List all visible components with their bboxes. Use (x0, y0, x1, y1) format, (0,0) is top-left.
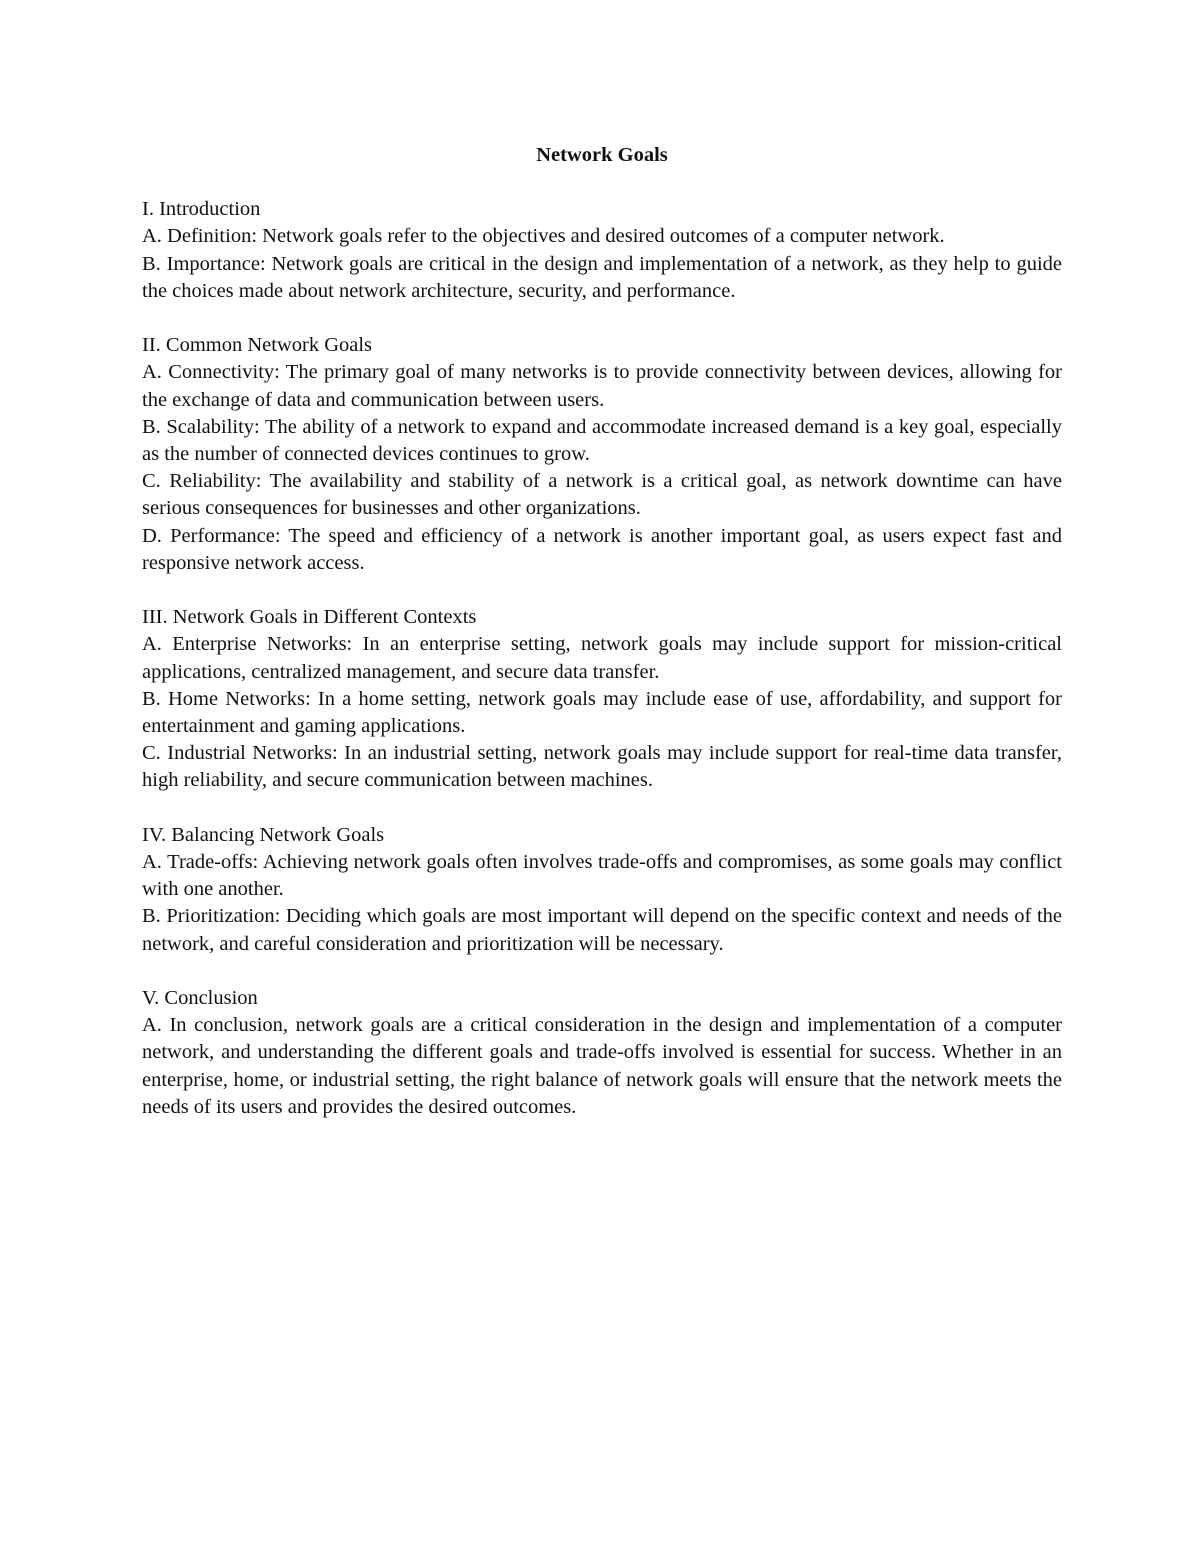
section-item: C. Industrial Networks: In an industrial setting, network goals may include support for real-time data transfer, high reliability, and secure communication between machines. (142, 742, 1062, 792)
section-introduction (142, 196, 1062, 305)
section-heading: IV. Balancing Network Goals (142, 823, 385, 846)
section-balancing-network-goals (142, 822, 1062, 958)
section-item: B. Home Networks: In a home setting, network goals may include ease of use, affordability, and support for entertainment and gaming applications. (142, 687, 1062, 738)
section-heading: II. Common Network Goals (142, 334, 373, 357)
section-item: B. Prioritization: Deciding which goals are most important will depend on the specific context and needs of the network, and careful consideration and prioritization will be necessary. (142, 905, 1062, 955)
section-item: A. Trade-offs: Achieving network goals often involves trade-offs and compromises, as some goals may conflict with one another. (142, 851, 1062, 901)
section-different-contexts (142, 604, 1062, 794)
section-item: D. Performance: The speed and efficiency of a network is another important goal, as users expect fast and responsive network access. (142, 524, 1062, 574)
document-title: Network Goals (536, 144, 668, 166)
section-conclusion (142, 985, 1062, 1121)
section-item: A. In conclusion, network goals are a critical consideration in the design and implementation of a computer network, and understanding the different goals and trade-offs involved is essential for success. Whether in an enterprise, home, or industrial setting, the right balance of network goals will ensure that the network meets the needs of its users and provides the desired outcomes. (142, 1014, 1062, 1118)
section-heading: I. Introduction (142, 198, 261, 221)
section-heading: V. Conclusion (142, 987, 258, 1010)
section-item: A. Enterprise Networks: In an enterprise setting, network goals may include support for mission-critical applications, centralized management, and secure data transfer. (142, 633, 1062, 683)
document-body (142, 142, 1062, 1148)
section-item: B. Importance: Network goals are critical in the design and implementation of a network, as they help to guide the choices made about network architecture, security, and performance. (142, 252, 1062, 302)
section-common-network-goals (142, 332, 1062, 577)
section-item: C. Reliability: The availability and stability of a network is a critical goal, as network downtime can have serious consequences for businesses and other organizations. (142, 470, 1062, 520)
section-heading: III. Network Goals in Different Contexts (142, 606, 477, 629)
section-item: A. Connectivity: The primary goal of many networks is to provide connectivity between devices, allowing for the exchange of data and communication between users. (142, 361, 1062, 411)
section-item: B. Scalability: The ability of a network to expand and accommodate increased demand is a key goal, especially as the number of connected devices continues to grow. (142, 415, 1062, 466)
section-item: A. Definition: Network goals refer to the objectives and desired outcomes of a computer network. (142, 225, 945, 248)
